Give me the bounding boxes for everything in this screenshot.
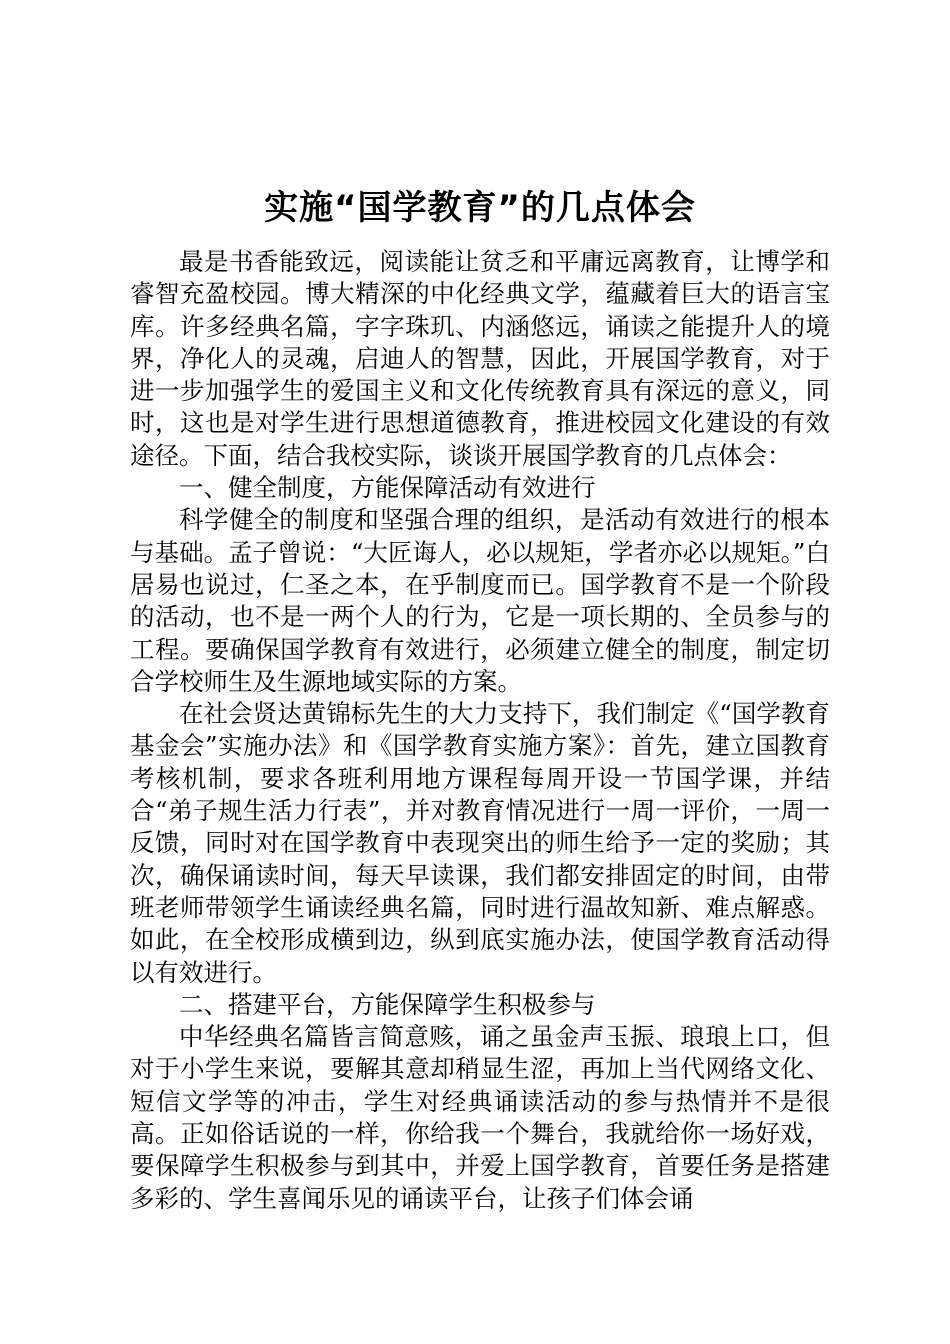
document-title: 实施“国学教育”的几点体会	[264, 188, 696, 228]
section-heading-1: 一、健全制度，方能保障活动有效进行	[179, 473, 596, 503]
document-page	[130, 182, 830, 1215]
paragraph-section2-a: 中华经典名篇皆言简意赅，诵之虽金声玉振、琅琅上口，但对于小学生来说，要解其意却稍显生涩，再加上当代网络文化、短信文学等的冲击，学生对经典诵读活动的参与热情并不是很高。正如俗话说的一样，你给我一个舞台，我就给你一场好戏，要保障学生积极参与到其中，并爱上国学教育，首要任务是搭建多彩的、学生喜闻乐见的诵读平台，让孩子们体会诵	[130, 1022, 830, 1213]
paragraph-intro: 最是书香能致远，阅读能让贫乏和平庸远离教育，让博学和睿智充盈校园。博大精深的中化经典文学，蕴藏着巨大的语言宝库。许多经典名篇，字字珠玑、内涵悠远，诵读之能提升人的境界，净化人的灵魂，启迪人的智慧，因此，开展国学教育，对于进一步加强学生的爱国主义和文化传统教育具有深远的意义，同时，这也是对学生进行思想道德教育，推进校园文化建设的有效途径。下面，结合我校实际，谈谈开展国学教育的几点体会：	[130, 247, 830, 470]
section-heading-2: 二、搭建平台，方能保障学生积极参与	[179, 989, 596, 1019]
paragraph-section1-a: 科学健全的制度和坚强合理的组织，是活动有效进行的根本与基础。孟子曾说：“大匠诲人，必以规矩，学者亦必以规矩。”白居易也说过，仁圣之本，在乎制度而已。国学教育不是一个阶段的活动，也不是一两个人的行为，它是一项长期的、全员参与的工程。要确保国学教育有效进行，必须建立健全的制度，制定切合学校师生及生源地域实际的方案。	[130, 505, 830, 696]
paragraph-section1-b: 在社会贤达黄锦标先生的大力支持下，我们制定《“国学教育基金会”实施办法》和《国学教育实施方案》：首先，建立国教育考核机制，要求各班利用地方课程每周开设一节国学课，并结合“弟子规生活力行表”，并对教育情况进行一周一评价，一周一反馈，同时对在国学教育中表现突出的师生给予一定的奖励；其次，确保诵读时间，每天早读课，我们都安排固定的时间，由带班老师带领学生诵读经典名篇，同时进行温故知新、难点解惑。如此，在全校形成横到边，纵到底实施办法，使国学教育活动得以有效进行。	[130, 699, 830, 987]
